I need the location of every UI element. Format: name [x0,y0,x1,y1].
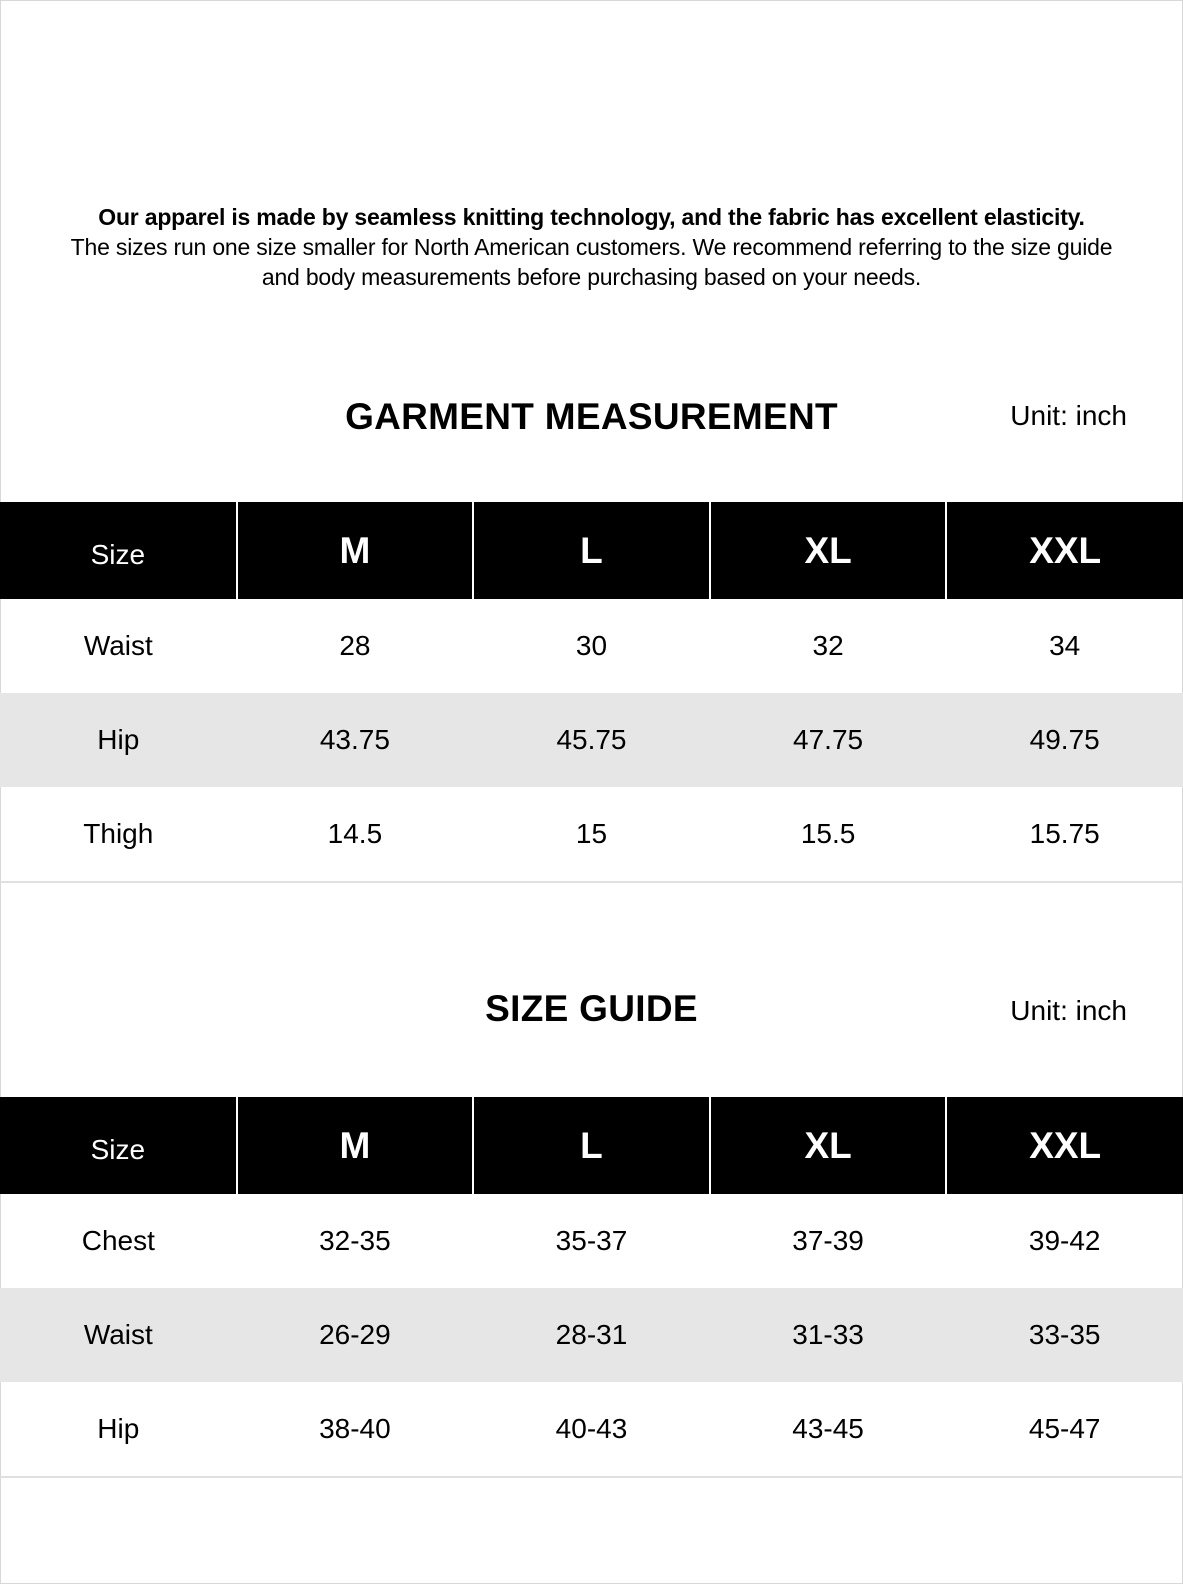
table-row [0,693,1183,787]
table-cell: 38-40 [237,1382,474,1477]
table-row [0,1382,1183,1477]
garment-table [0,502,1183,883]
table-cell: 28-31 [473,1288,710,1382]
garment-title: GARMENT MEASUREMENT [345,396,838,437]
guide-header-m: M [237,1097,474,1194]
table-cell: 32-35 [319,1225,391,1256]
guide-header-xl: XL [710,1097,947,1194]
guide-header-row [0,1097,1183,1194]
table-cell: 45-47 [946,1382,1183,1477]
row-label: Thigh [0,787,237,882]
table-cell: 49.75 [946,693,1183,787]
table-cell: 15 [473,787,710,882]
garment-header-m: M [237,502,474,599]
table-cell: 35-37 [555,1225,628,1256]
table-cell: 31-33 [710,1288,947,1382]
intro-body: The sizes run one size smaller for North American customers. We recommend referring to the size guide and body measurements before purchasing based on your needs. [70,234,1113,290]
garment-header-xxl: XXL [946,502,1183,599]
table-cell: 43.75 [237,693,474,787]
table-row [0,1194,1183,1288]
table-cell: 15.5 [710,787,947,882]
table-cell: 15.75 [946,787,1183,882]
table-cell: 33-35 [946,1288,1183,1382]
table-cell: 45.75 [473,693,710,787]
table-cell: 47.75 [710,693,947,787]
table-cell: 32 [812,630,844,661]
table-cell: 26-29 [237,1288,474,1382]
table-cell: 34 [1049,630,1081,661]
garment-unit: Unit: inch [1010,400,1127,431]
intro-text [60,202,1123,292]
row-label: Hip [0,693,237,787]
table-cell: 39-42 [1028,1225,1101,1256]
garment-header-row [0,502,1183,599]
table-row [0,599,1183,693]
table-cell: 40-43 [473,1382,710,1477]
row-label: Waist [0,1288,237,1382]
guide-table [0,1097,1183,1478]
row-label: Hip [0,1382,237,1477]
table-cell: 28 [339,630,371,661]
garment-header-size: Size [0,502,237,599]
table-row [0,1288,1183,1382]
table-cell: 14.5 [237,787,474,882]
guide-header-size: Size [0,1097,237,1194]
guide-header-l: L [473,1097,710,1194]
table-cell: 30 [575,630,608,661]
table-row [0,787,1183,882]
table-cell: 37-39 [792,1225,864,1256]
garment-header-l: L [473,502,710,599]
table-cell: 43-45 [710,1382,947,1477]
guide-unit: Unit: inch [1010,995,1127,1026]
guide-title: SIZE GUIDE [485,988,698,1029]
intro-lead: Our apparel is made by seamless knitting technology, and the fabric has excellent elasticity. [98,204,1085,230]
guide-header-xxl: XXL [946,1097,1183,1194]
row-label: Waist [83,630,153,661]
row-label: Chest [81,1225,155,1256]
garment-header-xl: XL [710,502,947,599]
